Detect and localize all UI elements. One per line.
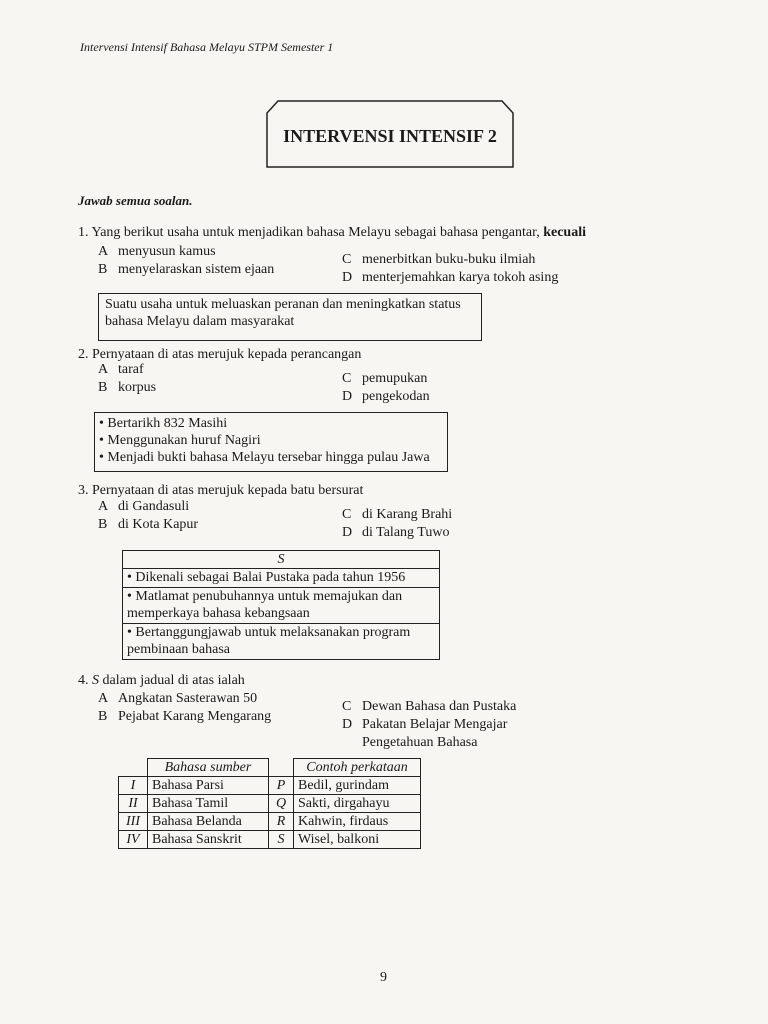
page-title: INTERVENSI INTENSIF 2 (283, 126, 497, 146)
instruction: Jawab semua soalan. (78, 193, 193, 208)
table-row: III Bahasa Belanda R Kahwin, firdaus (119, 813, 421, 831)
table-s-row-3: • Bertanggungjawab untuk melaksanakan program pembinaan bahasa (127, 625, 411, 657)
q2-option-d: D pengekodan (342, 389, 430, 404)
question-1-number: 1. (78, 225, 89, 240)
q2-option-c: C pemupukan (342, 371, 428, 386)
bahasa-header-right: Contoh perkataan (294, 759, 421, 777)
q4-option-a: A Angkatan Sasterawan 50 (98, 691, 258, 706)
statement-box-1 (98, 293, 482, 341)
q1-option-b: B menyelaraskan sistem ejaan (98, 262, 275, 277)
page-number: 9 (380, 970, 387, 985)
table-row: II Bahasa Tamil Q Sakti, dirgahayu (119, 795, 421, 813)
bahasa-header-left: Bahasa sumber (148, 759, 269, 777)
q4-option-d-continued: Pengetahuan Bahasa (362, 735, 478, 750)
q2-option-a: A taraf (98, 362, 144, 377)
table-s (122, 550, 440, 660)
statement-box-1-line-2: bahasa Melayu dalam masyarakat (105, 314, 295, 329)
question-3-number: 3. (78, 483, 89, 498)
question-1-stem: Yang berikut usaha untuk menjadikan bahasa Melayu sebagai bahasa pengantar, (91, 225, 540, 240)
q3-option-c: C di Karang Brahi (342, 507, 453, 522)
statement-box-2-item-2: • Menggunakan huruf Nagiri (99, 433, 261, 448)
q2-option-b: B korpus (98, 380, 157, 395)
q3-option-b: B di Kota Kapur (98, 517, 199, 532)
question-4-stem: dalam jadual di atas ialah (102, 673, 245, 688)
table-row: IV Bahasa Sanskrit S Wisel, balkoni (119, 831, 421, 849)
question-4-number: 4. (78, 673, 89, 688)
question-1-emphasis: kecuali (543, 225, 586, 240)
running-header: Intervensi Intensif Bahasa Melayu STPM Semester 1 (80, 40, 334, 54)
q4-option-b: B Pejabat Karang Mengarang (98, 709, 272, 724)
question-3 (78, 482, 363, 499)
table-row: I Bahasa Parsi P Bedil, gurindam (119, 777, 421, 795)
statement-box-2-item-3: • Menjadi bukti bahasa Melayu tersebar hingga pulau Jawa (99, 450, 430, 465)
question-2-number: 2. (78, 347, 89, 362)
q1-option-a: A menyusun kamus (98, 244, 216, 259)
statement-box-2-item-1: • Bertarikh 832 Masihi (99, 416, 228, 431)
statement-box-1-line-1: Suatu usaha untuk meluaskan peranan dan meningkatkan status (105, 297, 461, 312)
q4-option-d: D Pakatan Belajar Mengajar (342, 717, 508, 732)
bahasa-table (118, 758, 421, 849)
question-2-stem: Pernyataan di atas merujuk kepada perancangan (92, 347, 362, 362)
q1-option-d: D menterjemahkan karya tokoh asing (342, 270, 559, 285)
table-s-header: S (123, 551, 439, 569)
question-3-stem: Pernyataan di atas merujuk kepada batu bersurat (92, 483, 364, 498)
table-s-row-2: • Matlamat penubuhannya untuk memajukan dan memperkaya bahasa kebangsaan (123, 588, 439, 624)
question-4-variable: S (92, 673, 99, 688)
statement-box-2 (94, 412, 448, 472)
q4-option-c: C Dewan Bahasa dan Pustaka (342, 699, 517, 714)
q1-option-c: C menerbitkan buku-buku ilmiah (342, 252, 536, 267)
q3-option-a: A di Gandasuli (98, 499, 190, 514)
q3-option-d: D di Talang Tuwo (342, 525, 450, 540)
question-1 (78, 224, 586, 241)
table-s-row-1: • Dikenali sebagai Balai Pustaka pada tahun 1956 (123, 569, 439, 588)
question-4 (78, 672, 245, 689)
